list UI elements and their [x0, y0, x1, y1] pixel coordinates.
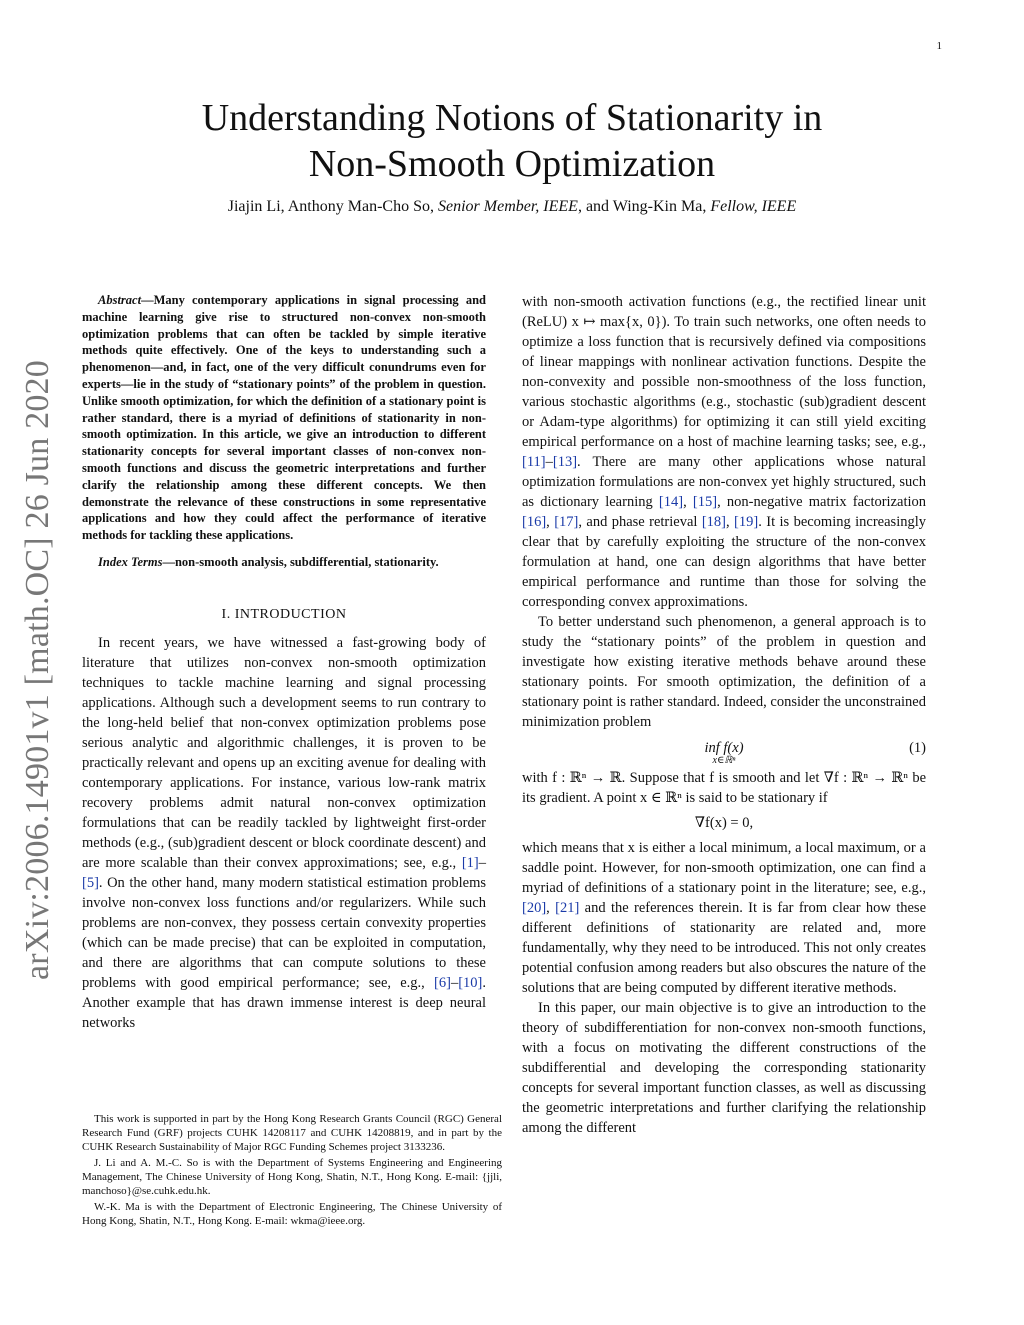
authors-part-2: , and Wing-Kin Ma,: [577, 198, 711, 215]
index-terms: [82, 554, 486, 571]
footnote-funding: This work is supported in part by the Hong Kong Research Grants Council (RGC) General Research Fund (GRF) projects CUHK 14208117 and CUHK 14208819, and in part by the CUHK Research Sustainability of Major RGC Funding Schemes project 3133236.: [82, 1113, 502, 1153]
citation-link[interactable]: [15]: [692, 494, 718, 510]
arxiv-stamp[interactable]: arXiv:2006.14901v1 [math.OC] 26 Jun 2020: [19, 360, 56, 980]
citation-link[interactable]: [20]: [522, 900, 547, 916]
equation-1-subscript: x∈ℝⁿ: [712, 755, 736, 766]
citation-link[interactable]: [18]: [701, 514, 727, 530]
right-paragraph-1: with non-smooth activation functions (e.g., the rectified linear unit (ReLU) x ↦ max{x, 0}). To train such networks, one often needs to optimize a loss function that is recursively defined via compositions of linear mappings with nonlinear activation functions. Despite the non-convexity and possible non-smoothness of the loss function, various stochastic algorithms (e.g., stochastic (sub)gradient descent or Adam-type algorithms) for optimizing it can still yield exciting empirical performance on a host of machine learning tasks; see, e.g., [11]–[13]. There are many other applications whose natural optimization formulations are non-convex yet highly structured, such as dictionary learning [14], [15], non-negative matrix factorization [16], [17], and phase retrieval [18], [19]. It is becoming increasingly clear that by carefully exploiting the structure of the non-convex formulation at hand, one can design algorithms that have better empirical performance and runtime than those for solving the corresponding convex approximations.: [522, 294, 927, 610]
authors-part-1: Jiajin Li, Anthony Man-Cho So,: [227, 198, 438, 215]
index-terms-label: Index Terms: [98, 554, 163, 569]
equation-2: ∇f(x) = 0,: [694, 815, 754, 831]
citation-link[interactable]: [19]: [734, 514, 759, 530]
author-line: [120, 198, 904, 216]
equation-1-number: (1): [909, 740, 926, 756]
author-role-2: Fellow, IEEE: [710, 198, 797, 215]
equation-1: [522, 732, 926, 768]
citation-link[interactable]: [14]: [658, 494, 684, 510]
intro-paragraph-1: In recent years, we have witnessed a fast-growing body of literature that utilizes non-convex non-smooth optimization techniques to tackle machine learning and signal processing applications. Although such a development seems to run contrary to the long-held belief that non-convex optimization problems pose serious analytic and algorithmic challenges, it is proven to be practically relevant and opens up an exciting avenue for dealing with contemporary applications. For instance, various low-rank matrix recovery problems admit natural non-convex optimization formulations that can be readily tackled by lightweight first-order methods (e.g., (sub)gradient descent or block coordinate descent) and are more scalable than their convex approximations; see, e.g., [1]–[5]. On the other hand, many modern statistical estimation problems involve non-convex loss functions and/or regularizers. While such problems are non-convex, they possess certain convexity properties (which can be made precise) that can be exploited in computation, and there are algorithms that can compute solutions to these problems with good empirical performance; see, e.g., [6]–[10]. Another example that has drawn immense interest is deep neural networks: [82, 634, 486, 1031]
footnote-affiliation-1: J. Li and A. M.-C. So is with the Department of Systems Engineering and Engineering Management, The Chinese University of Hong Kong, Shatin, N.T., Hong Kong. E-mail: {jjli, manchoso}@se.cuhk.edu.hk.: [82, 1157, 502, 1197]
citation-link[interactable]: [16]: [522, 514, 547, 530]
author-role-1: Senior Member, IEEE: [437, 198, 578, 215]
title-line-2: Non-Smooth Optimization: [308, 143, 716, 185]
citation-link[interactable]: [10]: [458, 974, 483, 991]
equation-1-body: [522, 738, 926, 766]
right-paragraph-5: In this paper, our main objective is to give an introduction to the theory of subdifferentiation for non-convex non-smooth functions, with a focus on motivating the different constructions of the subdifferential and developing the corresponding stationarity concepts for several important function classes, as well as discussing the geometric interpretations and further clarifying the relationship among the different: [522, 1000, 926, 1136]
footnotes: [82, 1112, 502, 1230]
equation-1-main: inf f(x): [704, 740, 744, 756]
abstract-label: Abstract: [98, 293, 142, 307]
section-heading-introduction: I. INTRODUCTION: [221, 606, 347, 622]
citation-link[interactable]: [5]: [82, 874, 99, 891]
citation-link[interactable]: [1]: [461, 854, 479, 871]
abstract: [82, 292, 486, 544]
right-paragraph-4: which means that x is either a local minimum, a local maximum, or a saddle point. However, for non-smooth optimization, one can find a myriad of definitions of a stationary point in the literature; see, e.g., [20], [21] and the references therein. It is far from clear how these different definitions of stationarity are related and, more fundamentally, why they need to be introduced. This not only creates potential confusion among readers but also obscures the nature of the solutions that are being computed by different iterative methods.: [522, 840, 927, 996]
citation-link[interactable]: [17]: [554, 514, 579, 530]
citation-link[interactable]: [11]: [522, 454, 546, 470]
citation-link[interactable]: [13]: [552, 454, 578, 470]
footnote-affiliation-2: W.-K. Ma is with the Department of Electronic Engineering, The Chinese University of Hong Kong, Shatin, N.T., Hong Kong. E-mail: wkma@ieee.org.: [82, 1201, 502, 1227]
right-paragraph-3: with f : ℝⁿ → ℝ. Suppose that f is smooth and let ∇f : ℝⁿ → ℝⁿ be its gradient. A point x ∈ ℝⁿ is said to be stationary if: [522, 770, 926, 806]
title-line-1: Understanding Notions of Stationarity in: [201, 97, 823, 139]
page-number: 1: [936, 40, 942, 52]
right-paragraph-2: To better understand such phenomenon, a general approach is to study the “stationary points” of the problem in question and investigate how existing iterative methods behave around these stationary points. For smooth optimization, the definition of a stationary point is rather standard. Indeed, consider the unconstrained minimization problem: [522, 614, 926, 730]
citation-link[interactable]: [6]: [434, 974, 451, 991]
right-column: [522, 292, 926, 1138]
abstract-text: —Many contemporary applications in signal processing and machine learning give rise to structured non-convex non-smooth optimization problems that can often be tackled by simple iterative methods quite effectively. One of the keys to understanding such a phenomenon—and, in fact, one of the very difficult conundrums even for experts—lie in the study of “stationary points” of the problem in question. Unlike smooth optimization, for which the definition of a stationary point is rather standard, there is a myriad of definitions of stationarity in non-smooth optimization. In this article, we give an introduction to different stationarity concepts for several important classes of non-convex non-smooth functions and discuss the geometric interpretations and further clarify the relationship among these different concepts. We then demonstrate the relevance of these constructions in some representative applications and how they could affect the performance of iterative methods for tackling these applications.: [82, 293, 486, 543]
index-terms-text: —non-smooth analysis, subdifferential, stationarity.: [162, 554, 439, 569]
left-column: [82, 292, 486, 1033]
citation-link[interactable]: [21]: [555, 900, 580, 916]
paper-title: [120, 95, 904, 187]
